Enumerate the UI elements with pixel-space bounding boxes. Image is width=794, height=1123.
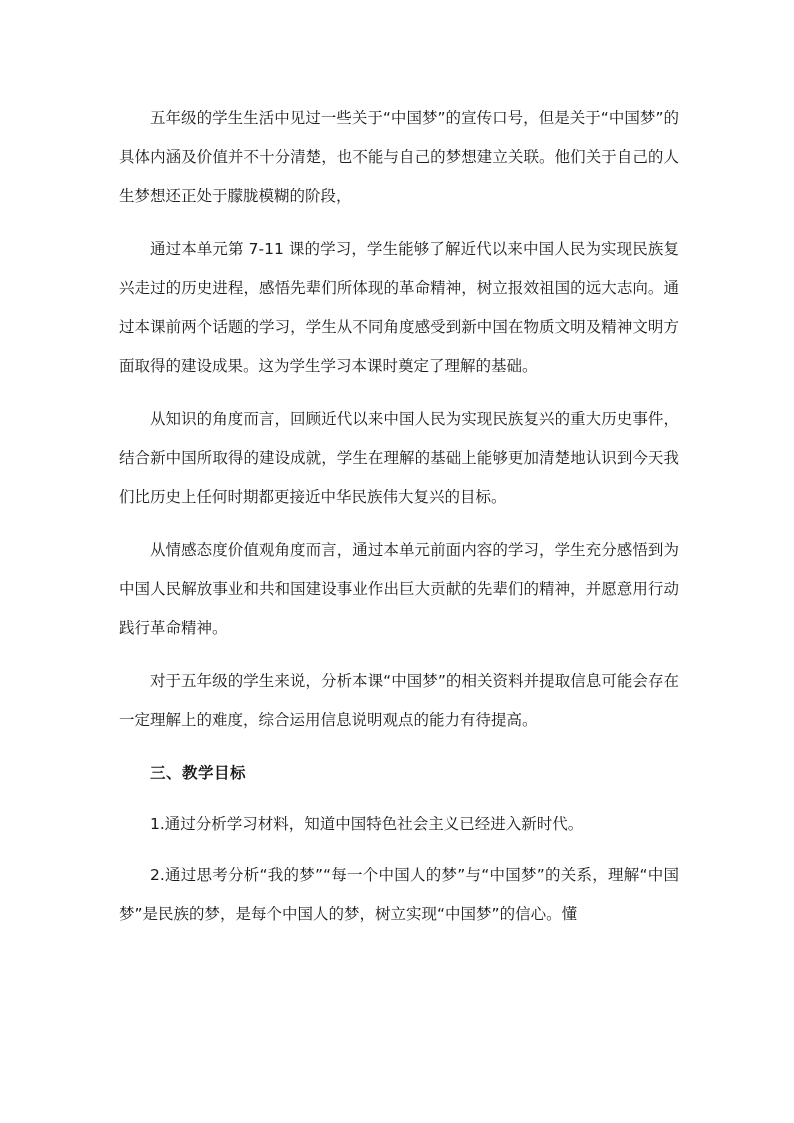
paragraph-emotion-perspective: 从情感态度价值观角度而言，通过本单元前面内容的学习，学生充分感悟到为中国人民解放事业和共和国建设事业作出巨大贡献的先辈们的精神，并愿意用行动践行革命精神。: [119, 541, 679, 637]
paragraph-unit-learning: 通过本单元第 7-11 课的学习，学生能够了解近代以来中国人民为实现民族复兴走过的历史进程，感悟先辈们所体现的革命精神，树立报效祖国的远大志向。通过本课前两个话题的学习，学生从不同角度感受到新中国在物质文明及精神文明方面取得的建设成果。这为学生学习本课时奠定了理解的基础。: [119, 240, 679, 375]
paragraph-difficulty: 对于五年级的学生来说，分析本课“中国梦”的相关资料并提取信息可能会存在一定理解上的难度，综合运用信息说明观点的能力有待提高。: [119, 672, 679, 729]
section-heading-teaching-goals: 三、教学目标: [150, 764, 247, 782]
document-body: [119, 99, 679, 934]
objective-item-2: 2.通过思考分析“我的梦”“每一个中国人的梦”与“中国梦”的关系，理解“中国梦”是民族的梦，是每个中国人的梦，树立实现“中国梦”的信心。懂: [119, 866, 679, 923]
paragraph-student-background: 五年级的学生生活中见过一些关于“中国梦”的宣传口号，但是关于“中国梦”的具体内涵及价值并不十分清楚，也不能与自己的梦想建立关联。他们关于自己的人生梦想还正处于朦胧模糊的阶段，: [119, 109, 679, 205]
paragraph-knowledge-perspective: 从知识的角度而言，回顾近代以来中国人民为实现民族复兴的重大历史事件，结合新中国所取得的建设成就，学生在理解的基础上能够更加清楚地认识到今天我们比历史上任何时期都更接近中华民族伟大复兴的目标。: [119, 410, 679, 506]
objective-item-1: 1.通过分析学习材料，知道中国特色社会主义已经进入新时代。: [150, 815, 584, 833]
